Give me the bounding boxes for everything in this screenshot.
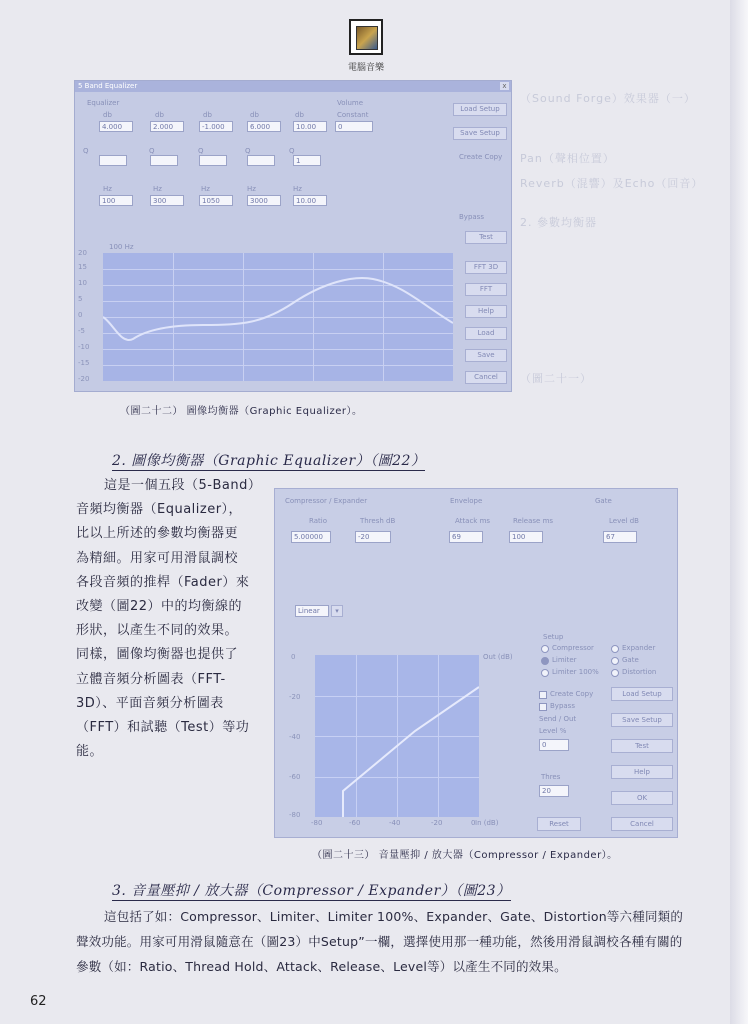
cp-y-tick: -80 xyxy=(289,811,301,819)
db-label: db xyxy=(203,111,212,119)
plot-header-label: 100 Hz xyxy=(109,243,134,251)
band-5-q-field[interactable]: 1 xyxy=(293,155,321,166)
band-3-q-field[interactable] xyxy=(199,155,227,166)
reset-button[interactable]: Reset xyxy=(537,817,581,831)
cp-x-tick: -60 xyxy=(349,819,361,827)
bypass-check[interactable]: Bypass xyxy=(459,213,484,221)
ok-button[interactable]: OK xyxy=(611,791,673,805)
create-copy-check[interactable]: Create Copy xyxy=(459,153,503,161)
release-label: Release ms xyxy=(513,517,554,525)
eq-y-tick: 10 xyxy=(78,279,87,287)
envelope-group-label: Envelope xyxy=(450,497,483,505)
text-line: 能。 xyxy=(76,744,104,760)
level-percent-label: Level % xyxy=(539,727,567,735)
fft-button[interactable]: FFT xyxy=(465,283,507,296)
fft-3d-button[interactable]: FFT 3D xyxy=(465,261,507,274)
cp-x-tick: -80 xyxy=(311,819,323,827)
window-title: 5 Band Equalizer xyxy=(75,81,511,92)
cancel-button[interactable]: Cancel xyxy=(611,817,673,831)
text-line: 音頻均衡器（Equalizer）， xyxy=(76,502,243,518)
band-2-db-field[interactable]: 2.000 xyxy=(150,121,184,132)
section-3-heading: 3. 音量壓抑 / 放大器（Compressor / Expander）（圖23） xyxy=(112,880,511,901)
limiter-radio[interactable] xyxy=(541,657,549,665)
cp-y-tick: 0 xyxy=(291,653,296,661)
cp-x-tick: -40 xyxy=(389,819,401,827)
text-line: 3D）、平面音頻分析圖表 xyxy=(76,695,224,711)
gate-option[interactable]: Gate xyxy=(622,656,639,664)
section-2-heading: 2. 圖像均衡器（Graphic Equalizer）（圖22） xyxy=(112,450,425,471)
db-label: db xyxy=(295,111,304,119)
hz-label: Hz xyxy=(153,185,162,193)
help-button[interactable]: Help xyxy=(465,305,507,318)
q-label: Q xyxy=(245,147,251,155)
gate-group-label: Gate xyxy=(595,497,612,505)
eq-y-tick: 5 xyxy=(78,295,83,303)
band-1-db-field[interactable]: 4.000 xyxy=(99,121,133,132)
q-label: Q xyxy=(149,147,155,155)
band-3-db-field[interactable]: -1.000 xyxy=(199,121,233,132)
bleed-through-2: Pan（聲相位置） xyxy=(520,152,615,165)
q-label: Q xyxy=(198,147,204,155)
section-3-paragraph: 這包括了如：Compressor、Limiter、Limiter 100%、Expander、Gate、Distortion等六種同類的聲效功能。用家可用滑鼠隨意在（圖23）中Setup”一欄，選擇使用那一種功能，然後用滑鼠調校各種有關的參數（如：Ratio、Thread Hold、Attack、Release、Level等）以產生不同的效果。 xyxy=(76,909,684,974)
text-line: 這是一個五段（5-Band） xyxy=(104,478,262,493)
band-1-q-field[interactable] xyxy=(99,155,127,166)
band-1-hz-field[interactable]: 100 xyxy=(99,195,133,206)
page-number: 62 xyxy=(30,994,47,1009)
bleed-through-1: （Sound Forge）效果器（一） xyxy=(520,92,696,105)
compressor-option[interactable]: Compressor xyxy=(552,644,594,652)
thres-field[interactable]: 20 xyxy=(539,785,569,797)
q-label: Q xyxy=(83,147,89,155)
expander-option[interactable]: Expander xyxy=(622,644,656,652)
equalizer-curve-plot[interactable] xyxy=(103,253,453,381)
release-field[interactable]: 100 xyxy=(509,531,543,543)
limiter-100-radio[interactable] xyxy=(541,669,549,677)
equalizer-label: Equalizer xyxy=(87,99,120,107)
eq-y-tick: -15 xyxy=(78,359,90,367)
page-edge-shadow xyxy=(730,0,748,1024)
limiter-option[interactable]: Limiter xyxy=(552,656,577,664)
figure-23-compressor-screenshot xyxy=(274,488,678,838)
band-4-q-field[interactable] xyxy=(247,155,275,166)
equalizer-curve xyxy=(103,253,453,381)
compressor-group-label: Compressor / Expander xyxy=(285,497,368,505)
level-db-label: Level dB xyxy=(609,517,639,525)
text-line: 立體音頻分析圖表（FFT- xyxy=(76,671,226,687)
eq-y-tick: 15 xyxy=(78,263,87,271)
volume-sub-label: Constant xyxy=(337,111,369,119)
ratio-field[interactable]: 5.00000 xyxy=(291,531,331,543)
bypass-label: Bypass xyxy=(550,702,575,710)
db-label: db xyxy=(155,111,164,119)
thresh-field[interactable]: -20 xyxy=(355,531,391,543)
test-button[interactable]: Test xyxy=(465,231,507,244)
text-line: 改變（圖22）中的均衡線的 xyxy=(76,599,243,615)
figure-22-caption: （圖二十二） 圖像均衡器（Graphic Equalizer）。 xyxy=(120,406,363,417)
ratio-label: Ratio xyxy=(309,517,327,525)
send-out-label: Send / Out xyxy=(539,715,577,723)
hz-label: Hz xyxy=(103,185,112,193)
compressor-radio[interactable] xyxy=(541,645,549,653)
hz-label: Hz xyxy=(247,185,256,193)
volume-label: Volume xyxy=(337,99,364,107)
band-4-db-field[interactable]: 6.000 xyxy=(247,121,281,132)
text-line: （FFT）和試聽（Test）等功 xyxy=(76,720,250,736)
chevron-down-icon[interactable]: ▾ xyxy=(331,605,343,617)
create-copy-checkbox[interactable] xyxy=(539,691,547,699)
cp-y-tick: -40 xyxy=(289,733,301,741)
bleed-through-4: 2. 參數均衡器 xyxy=(520,216,597,229)
band-5-hz-field[interactable]: 10.00 xyxy=(293,195,327,206)
in-db-label: In (dB) xyxy=(475,819,499,827)
out-db-label: Out (dB) xyxy=(483,653,513,661)
q-label: Q xyxy=(289,147,295,155)
attack-field[interactable]: 69 xyxy=(449,531,483,543)
band-2-q-field[interactable] xyxy=(150,155,178,166)
bypass-checkbox[interactable] xyxy=(539,703,547,711)
band-3-hz-field[interactable]: 1050 xyxy=(199,195,233,206)
level-db-field[interactable]: 67 xyxy=(603,531,637,543)
close-icon[interactable]: x xyxy=(500,82,509,90)
hz-label: Hz xyxy=(201,185,210,193)
mode-select[interactable]: Linear xyxy=(295,605,329,617)
gate-radio[interactable] xyxy=(611,657,619,665)
text-line: 各段音頻的推桿（Fader）來 xyxy=(76,574,250,590)
test-button[interactable]: Test xyxy=(611,739,673,753)
figure-22-equalizer-screenshot xyxy=(74,80,512,392)
save-setup-button[interactable]: Save Setup xyxy=(611,713,673,727)
text-line: 同樣，圖像均衡器也提供了 xyxy=(76,647,239,663)
help-button[interactable]: Help xyxy=(611,765,673,779)
text-line: 形狀，以產生不同的效果。 xyxy=(76,623,239,639)
transfer-curve-plot[interactable] xyxy=(315,655,479,817)
thresh-label: Thresh dB xyxy=(360,517,396,525)
band-4-hz-field[interactable]: 3000 xyxy=(247,195,281,206)
distortion-radio[interactable] xyxy=(611,669,619,677)
cp-x-tick: -20 xyxy=(431,819,443,827)
band-2-hz-field[interactable]: 300 xyxy=(150,195,184,206)
eq-y-tick: 20 xyxy=(78,249,87,257)
db-label: db xyxy=(250,111,259,119)
thres-label: Thres xyxy=(541,773,561,781)
eq-y-tick: -10 xyxy=(78,343,90,351)
eq-y-tick: 0 xyxy=(78,311,83,319)
db-label: db xyxy=(103,111,112,119)
text-line: 比以上所述的參數均衡器更 xyxy=(76,526,239,542)
bleed-through-3: Reverb（混響）及Echo（回音） xyxy=(520,177,704,190)
distortion-option[interactable]: Distortion xyxy=(622,668,657,676)
transfer-curve xyxy=(315,655,479,817)
setup-label: Setup xyxy=(543,633,564,641)
load-button[interactable]: Load xyxy=(465,327,507,340)
figure-23-caption: （圖二十三） 音量壓抑 / 放大器（Compressor / Expander）。 xyxy=(312,850,618,861)
band-5-db-field[interactable]: 10.00 xyxy=(293,121,327,132)
section-2-paragraph xyxy=(76,474,266,764)
eq-y-tick: -5 xyxy=(78,327,85,335)
cancel-button[interactable]: Cancel xyxy=(465,371,507,384)
create-copy-label: Create Copy xyxy=(550,690,594,698)
eq-y-tick: -20 xyxy=(78,375,90,383)
save-setup-button[interactable]: Save Setup xyxy=(453,127,507,140)
magazine-name: 電腦音樂 xyxy=(347,63,384,73)
hz-label: Hz xyxy=(293,185,302,193)
text-line: 為精細。用家可用滑鼠調校 xyxy=(76,550,239,566)
load-setup-button[interactable]: Load Setup xyxy=(453,103,507,116)
level-percent-field[interactable]: 0 xyxy=(539,739,569,751)
cp-y-tick: -20 xyxy=(289,693,301,701)
magazine-logo xyxy=(349,19,383,55)
load-setup-button[interactable]: Load Setup xyxy=(611,687,673,701)
bleed-through-5: （圖二十一） xyxy=(520,372,592,385)
save-button[interactable]: Save xyxy=(465,349,507,362)
limiter-100-option[interactable]: Limiter 100% xyxy=(552,668,599,676)
volume-field[interactable]: 0 xyxy=(335,121,373,132)
cp-x-tick: 0 xyxy=(471,819,476,827)
expander-radio[interactable] xyxy=(611,645,619,653)
cp-y-tick: -60 xyxy=(289,773,301,781)
attack-label: Attack ms xyxy=(455,517,491,525)
